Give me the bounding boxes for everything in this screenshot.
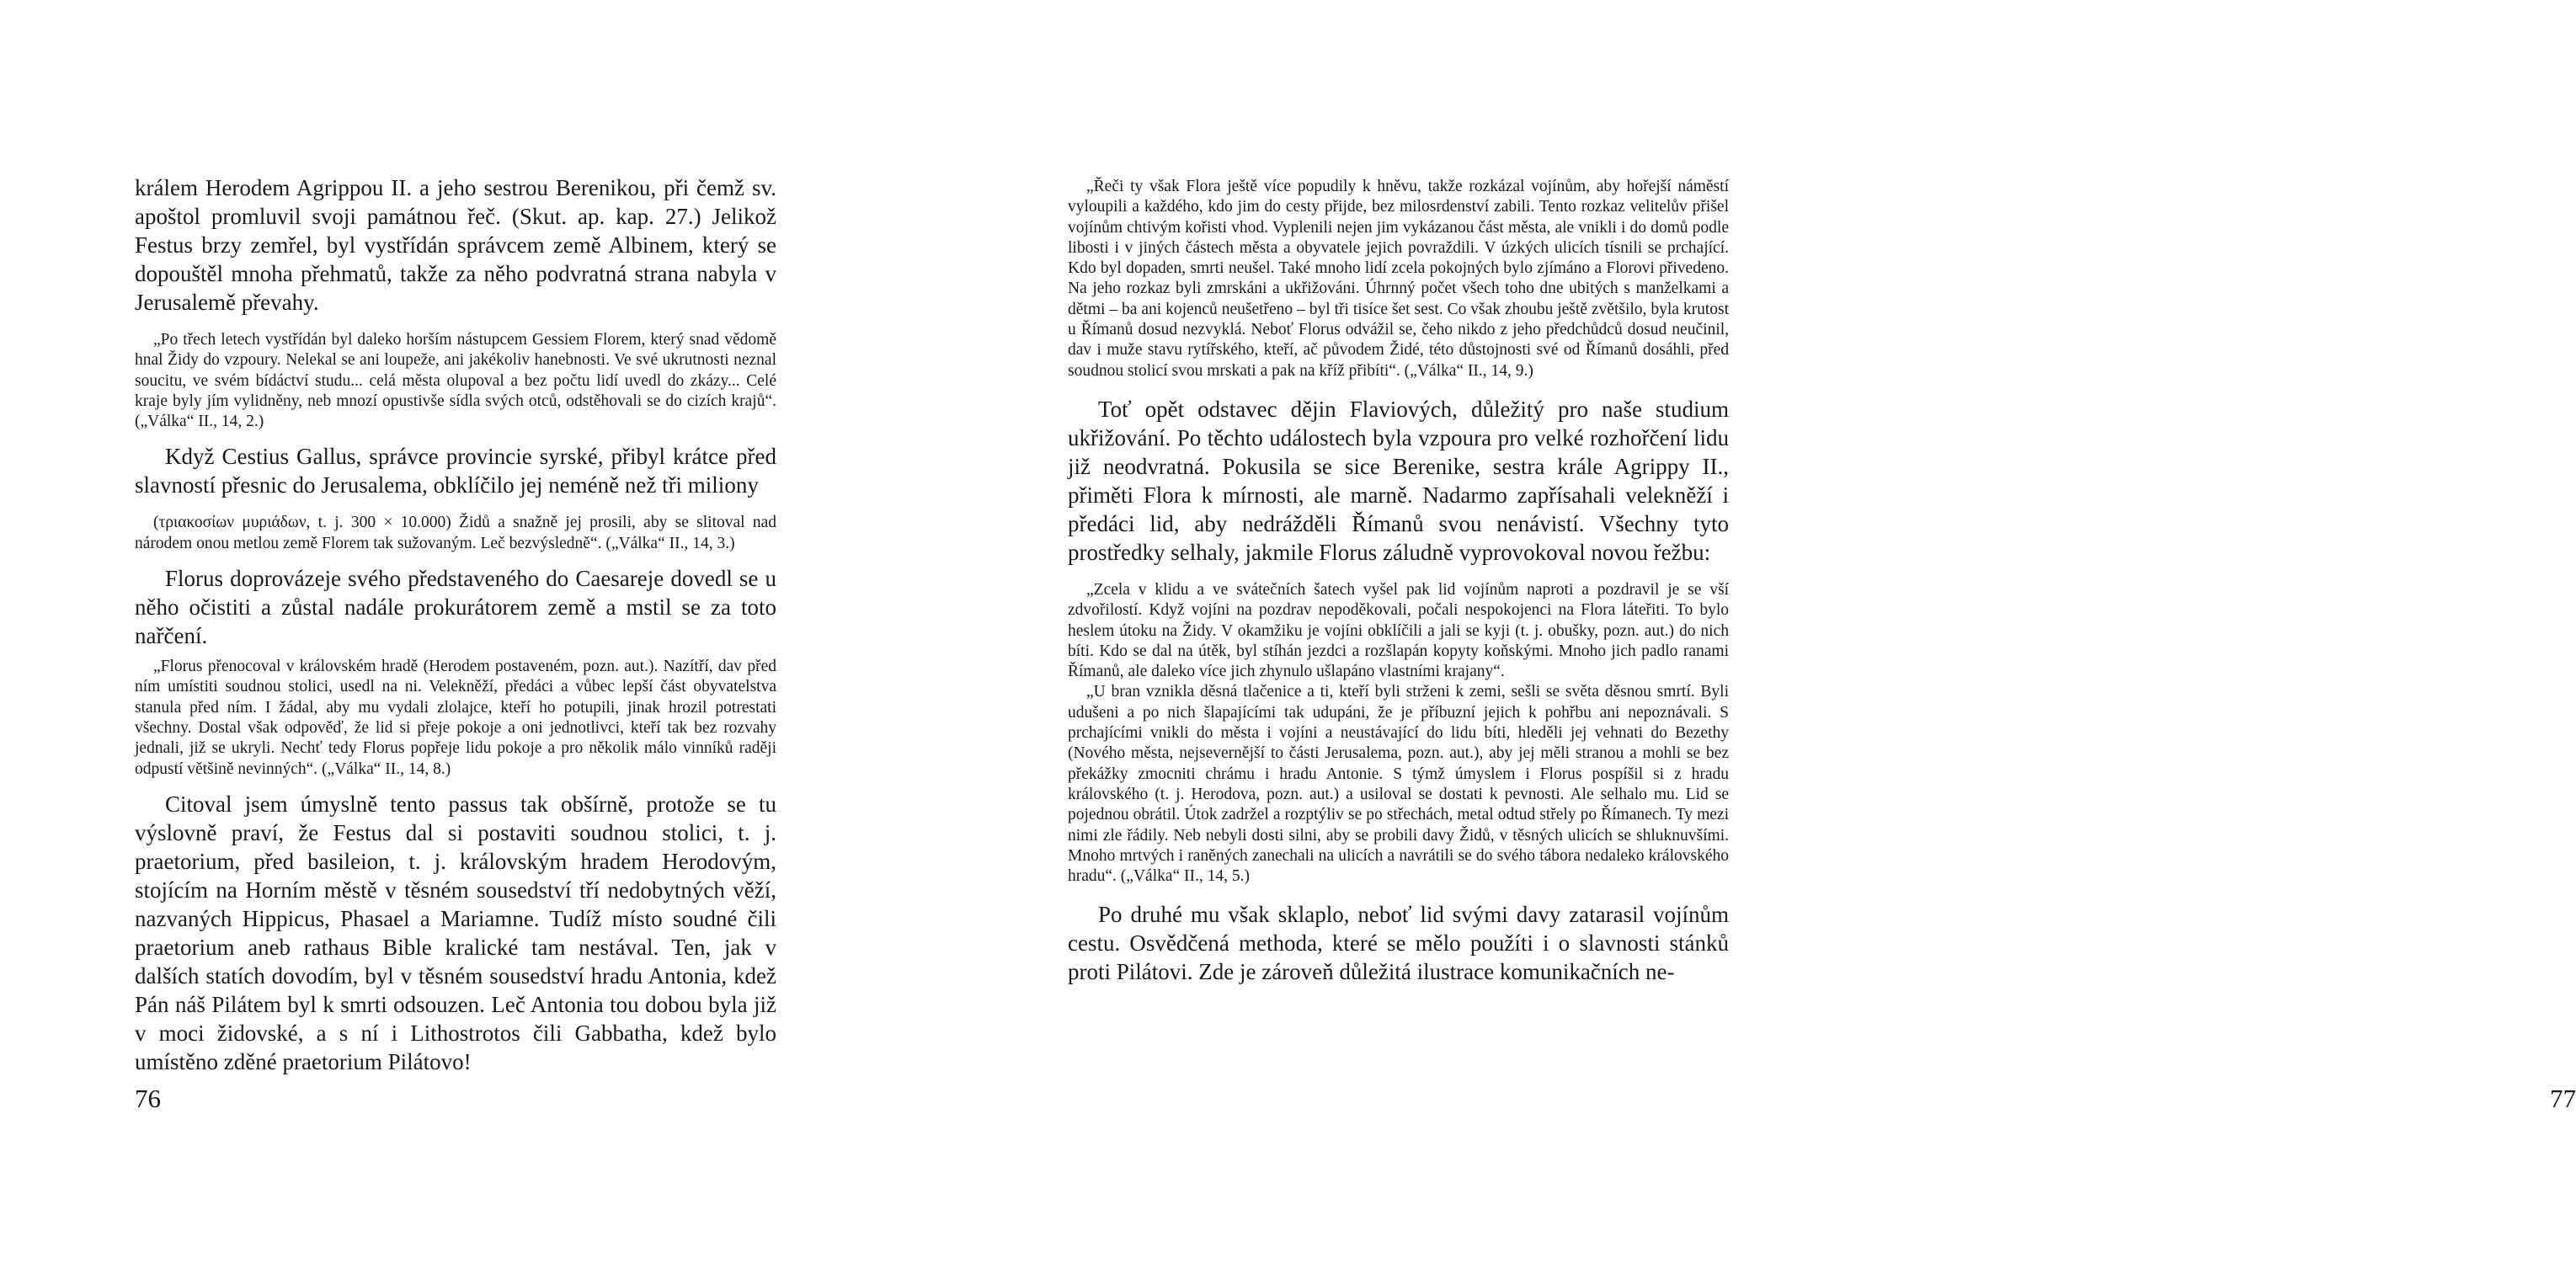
right-quote-1: „Řeči ty však Flora ještě více popudily k hněvu, takže rozkázal vojínům, aby hořejší náměstí vyloupili a každého, kdo jim do cesty přijde, bez milosrdenství zabili. Tento rozkaz velitelův přišel vojínům chtivým kořisti vhod. Vyplenili nejen jim vykázanou část města, ale vnikli i do domů podle libosti i v jiných částech města a obyvatele jejich povraždili. V úzkých ulicích tísnili se prchající. Kdo byl dopaden, smrti neušel. Také mnoho lidí zcela pokojných bylo zjímáno a Florovi přivedeno. Na jeho rozkaz byli zmrskáni a ukřižováni. Úhrnný počet všech toho dne ubitých s manželkami a dětmi – ba ani kojenců neušetřeno – byl tři tisíce šet sest. Co však zhoubu ještě zvětšilo, byla krutost u Římanů dosud nezvyklá. Neboť Florus odvážil se, čeho nikdo z jeho předchůdců dosud neučinil, dav i muže stavu rytířského, kteří, ač původem Židé, této důstojnosti své od Římanů dosáhli, před soudnou stolicí svou mrskati a pak na kříž přibíti“. („Válka“ II., 14, 9.)	[1068, 178, 1729, 380]
page-number-left: 76	[135, 1084, 161, 1113]
right-quote-3: „U bran vznikla děsná tlačenice a ti, kteří byli strženi k zemi, sešli se světa děsnou smrtí. Byli udušeni a po nich šlapajícími tak udupáni, že je příbuzní jejich k pohřbu ani nepoznávali. S prchajícími vnikli do města i vojíni a neustávající do lidu bíti, hleděli jej vehnati do Bezethy (Nového města, nejsevernější to části Jerusalema, pozn. aut.), aby jej měli stranou a mohli se bez překážky zmocniti chrámu i hradu Antonie. S týmž úmyslem i Florus pospíšil si z hradu královského (t. j. Herodova, pozn. aut.) a usiloval se dostati k pevnosti. Ale selhalo mu. Lid se pojednou obrátil. Útok zadržel a rozptýliv se po střechách, metal odtud střely po Římanech. Ty mezi nimi zle řádily. Neb nebyli dosti silni, aby se probili davy Židů, v těsných ulicích se shluknuvšími. Mnoho mrtvých i raněných zanechali na ulicích a navrátili se do svého tábora nedaleko královského hradu“. („Válka“ II., 14, 5.)	[1068, 683, 1729, 886]
left-quote-2: (τριακοσίων μυριάδων, t. j. 300 × 10.000) Židů a snažně jej prosili, aby se slitoval nad národem onou metlou země Florem tak sužovaným. Leč bezvýsledně“. („Válka“ II., 14, 3.)	[135, 514, 776, 552]
left-quote-1: „Po třech letech vystřídán byl daleko horším nástupcem Gessiem Florem, který snad vědomě hnal Židy do vzpoury. Nelekal se ani loupeže, ani jakékoliv hanebnosti. Ve své ukrutnosti neznal soucitu, ve svém bídáctví studu... celá města olupoval a bez počtu lidí uvedl do zkázy... Celé kraje byly jím vylidněny, neb mnozí opustivše sídla svých otců, odstěhovali se do cizích krajů“. („Válka“ II., 14, 2.)	[135, 331, 776, 431]
right-text-column	[1068, 177, 1729, 986]
page-number-right: 77	[2550, 1084, 2576, 1113]
right-page	[897, 0, 2576, 1263]
left-page	[0, 0, 897, 1263]
right-paragraph-1: Toť opět odstavec dějin Flaviových, důležitý pro naše studium ukřižování. Po těchto událostech byla vzpoura pro velké rozhořčení lidu již neodvratná. Pokusila se sice Berenike, sestra krále Agrippy II., přiměti Flora k mírnosti, ale marně. Nadarmo zapřísahali velekněží i předáci lid, aby nedrážděli Římanů svou nenávistí. Všechny tyto prostředky selhaly, jakmile Florus záludně vyprovokoval novou řežbu:	[1068, 396, 1729, 565]
left-paragraph-2: Když Cestius Gallus, správce provincie syrské, přibyl krátce před slavností přesnic do Jerusalema, obklíčilo jej neméně než tři miliony	[135, 444, 776, 498]
left-paragraph-4: Citoval jsem úmyslně tento passus tak obšírně, protože se tu výslovně praví, že Festus dal si postaviti soudnou stolici, t. j. praetorium, před basileion, t. j. královským hradem Herodovým, stojícím na Horním městě v těsném sousedství tří nedobytných věží, nazvaných Hippicus, Phasael a Mariamne. Tudíž místo soudné čili praetorium aneb rathaus Bible kralické tam nestával. Ten, jak v dalších statích dovodím, byl v těsném sousedství hradu Antonia, kdež Pán náš Pilátem byl k smrti odsouzen. Leč Antonia tou dobou byla již v moci židovské, a s ní i Lithostrotos čili Gabbatha, kdež bylo umístěno zděné praetorium Pilátovo!	[135, 791, 776, 1074]
left-text-column	[135, 173, 776, 1076]
left-paragraph-1: králem Herodem Agrippou II. a jeho sestrou Berenikou, při čemž sv. apoštol promluvil svoji památnou řeč. (Skut. ap. kap. 27.) Jelikož Festus brzy zemřel, byl vystřídán správcem země Albinem, který se dopouštěl mnoha přehmatů, takže za něho podvratná strana nabyla v Jerusalemě převahy.	[135, 175, 776, 315]
left-paragraph-3: Florus doprovázeje svého představeného do Caesareje dovedl se u něho očistiti a zůstal nadále prokurátorem země a mstil se za toto nařčení.	[135, 566, 776, 649]
right-paragraph-2: Po druhé mu však sklaplo, neboť lid svými davy zatarasil vojínům cestu. Osvědčená methoda, které se mělo použíti i o slavnosti stánků proti Pilátovi. Zde je zároveň důležitá ilustrace komunikačních ne-	[1068, 902, 1729, 985]
right-quote-2: „Zcela v klidu a ve svátečních šatech vyšel pak lid vojínům naproti a pozdravil je se vší zdvořilostí. Když vojíni na pozdrav nepoděkovali, počali nespokojenci na Flora láteřiti. To bylo heslem útoku na Židy. V okamžiku je vojíni obklíčili a jali se kyji (t. j. obušky, pozn. aut.) do nich bíti. Kdo se dal na útěk, byl stíhán jezdci a rozšlapán kopyty koňskými. Mnoho jich padlo ranami Římanů, ale daleko více jich zhynulo ušlapáno vlastními krajany“.	[1068, 580, 1729, 681]
left-quote-3: „Florus přenocoval v královském hradě (Herodem postaveném, pozn. aut.). Nazítří, dav před ním umístiti soudnou stolici, usedl na ni. Velekněží, předáci a vůbec lepší část obyvatelstva stanula před ním. I žádal, aby mu vydali zlolajce, kteří ho potupili, jinak hrozil potrestati všechny. Dostal však odpověď, že lid si přeje pokoje a oni jednotlivci, kteří tak bez rozvahy jednali, již se ukryli. Nechť tedy Florus popřeje lidu pokoje a pro několik málo vinníků raději odpustí většině nevinných“. („Válka“ II., 14, 8.)	[135, 658, 776, 778]
